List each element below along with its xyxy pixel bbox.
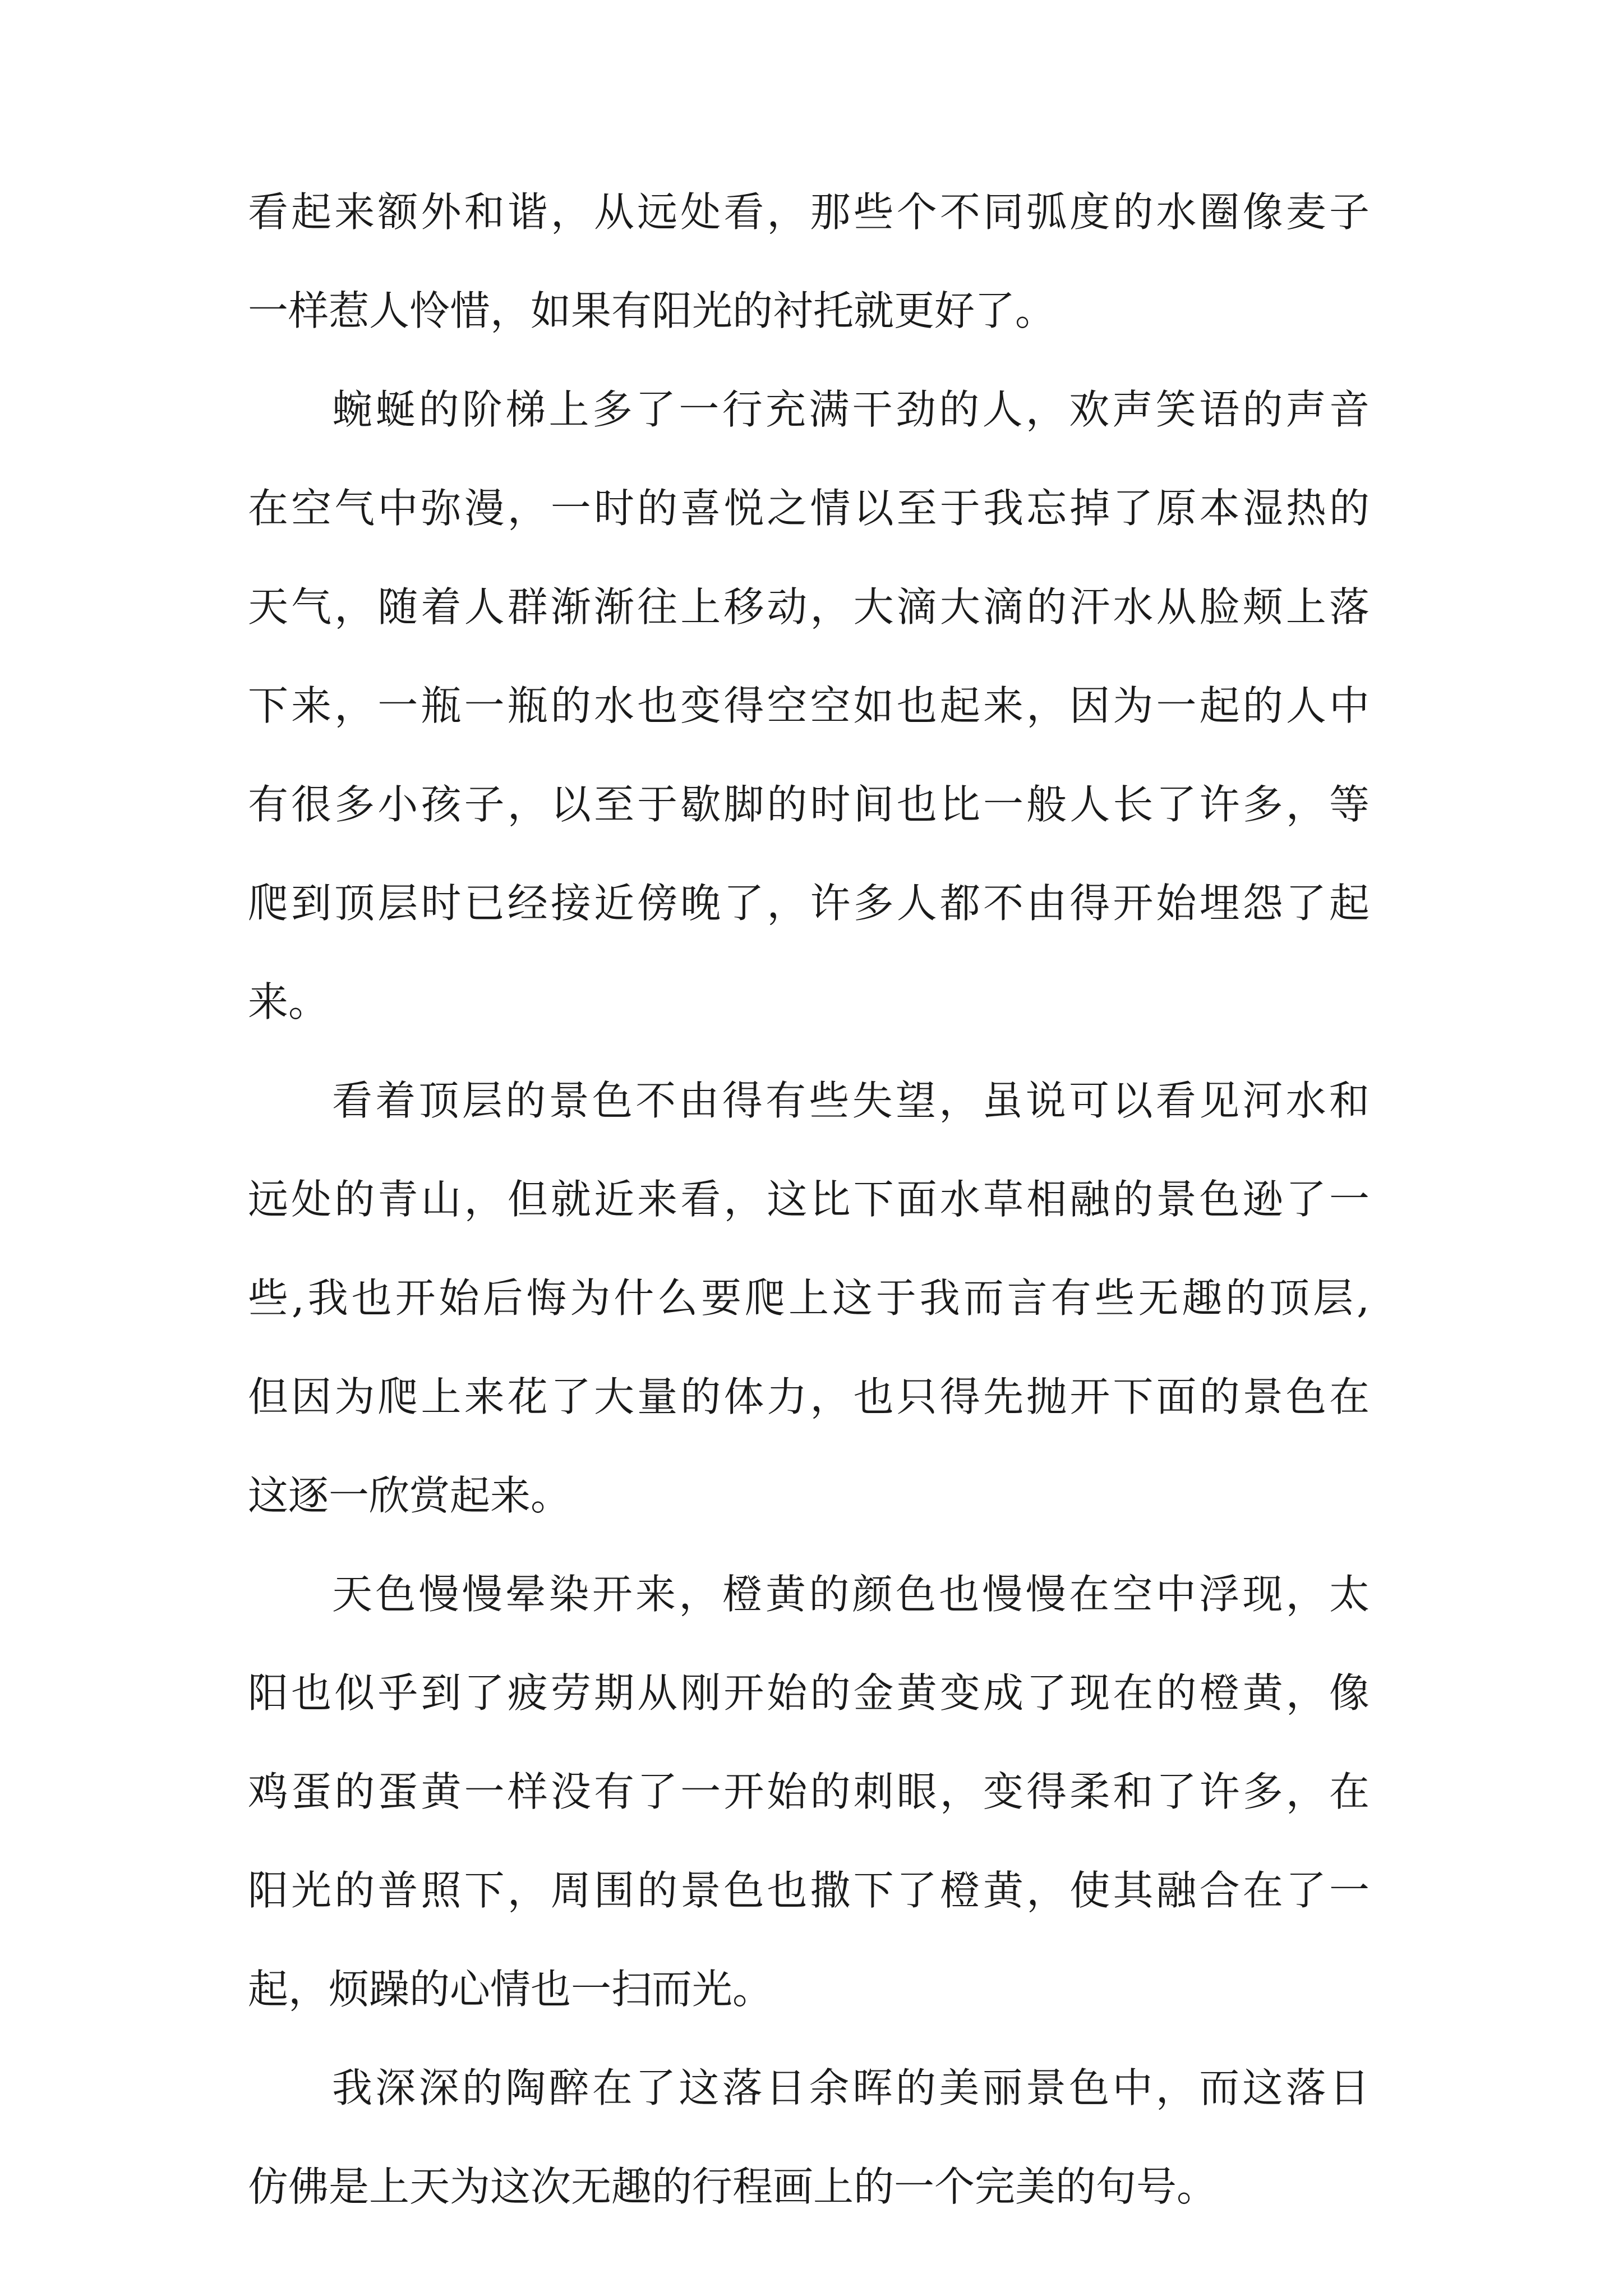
text-line: 起，烦躁的心情也一扫而光。 xyxy=(248,1966,773,2013)
text-line: 我深深的陶醉在了这落日余晖的美丽景色中，而这落日 xyxy=(332,2064,1370,2111)
text-line: 天色慢慢晕染开来，橙黄的颜色也慢慢在空中浮现，太 xyxy=(332,1571,1370,1618)
text-line: 在空气中弥漫，一时的喜悦之情以至于我忘掉了原本湿热的 xyxy=(248,485,1370,532)
text-line: 阳光的普照下，周围的景色也撒下了橙黄，使其融合在了一 xyxy=(248,1867,1370,1914)
text-line: 这逐一欣赏起来。 xyxy=(248,1472,571,1519)
text-line: 蜿蜒的阶梯上多了一行充满干劲的人，欢声笑语的声音 xyxy=(332,386,1370,433)
text-line: 但因为爬上来花了大量的体力，也只得先抛开下面的景色在 xyxy=(248,1373,1370,1420)
text-line: 爬到顶层时已经接近傍晚了，许多人都不由得开始埋怨了起 xyxy=(248,880,1370,927)
text-line: 一样惹人怜惜，如果有阳光的衬托就更好了。 xyxy=(248,287,1056,334)
text-line: 远处的青山，但就近来看，这比下面水草相融的景色逊了一 xyxy=(248,1176,1370,1223)
text-line: 仿佛是上天为这次无趣的行程画上的一个完美的句号。 xyxy=(248,2163,1218,2210)
text-line: 看着顶层的景色不由得有些失望，虽说可以看见河水和 xyxy=(332,1077,1370,1124)
text-line: 下来，一瓶一瓶的水也变得空空如也起来，因为一起的人中 xyxy=(248,682,1370,729)
text-line: 些,我也开始后悔为什么要爬上这于我而言有些无趣的顶层, xyxy=(248,1274,1370,1322)
text-line: 看起来额外和谐，从远处看，那些个不同弧度的水圈像麦子 xyxy=(248,188,1370,236)
text-line: 阳也似乎到了疲劳期从刚开始的金黄变成了现在的橙黄，像 xyxy=(248,1669,1370,1717)
text-line: 鸡蛋的蛋黄一样没有了一开始的刺眼，变得柔和了许多，在 xyxy=(248,1768,1370,1815)
text-line: 来。 xyxy=(248,978,329,1025)
text-line: 天气，随着人群渐渐往上移动，大滴大滴的汗水从脸颊上落 xyxy=(248,583,1370,631)
text-line: 有很多小孩子，以至于歇脚的时间也比一般人长了许多，等 xyxy=(248,781,1370,828)
